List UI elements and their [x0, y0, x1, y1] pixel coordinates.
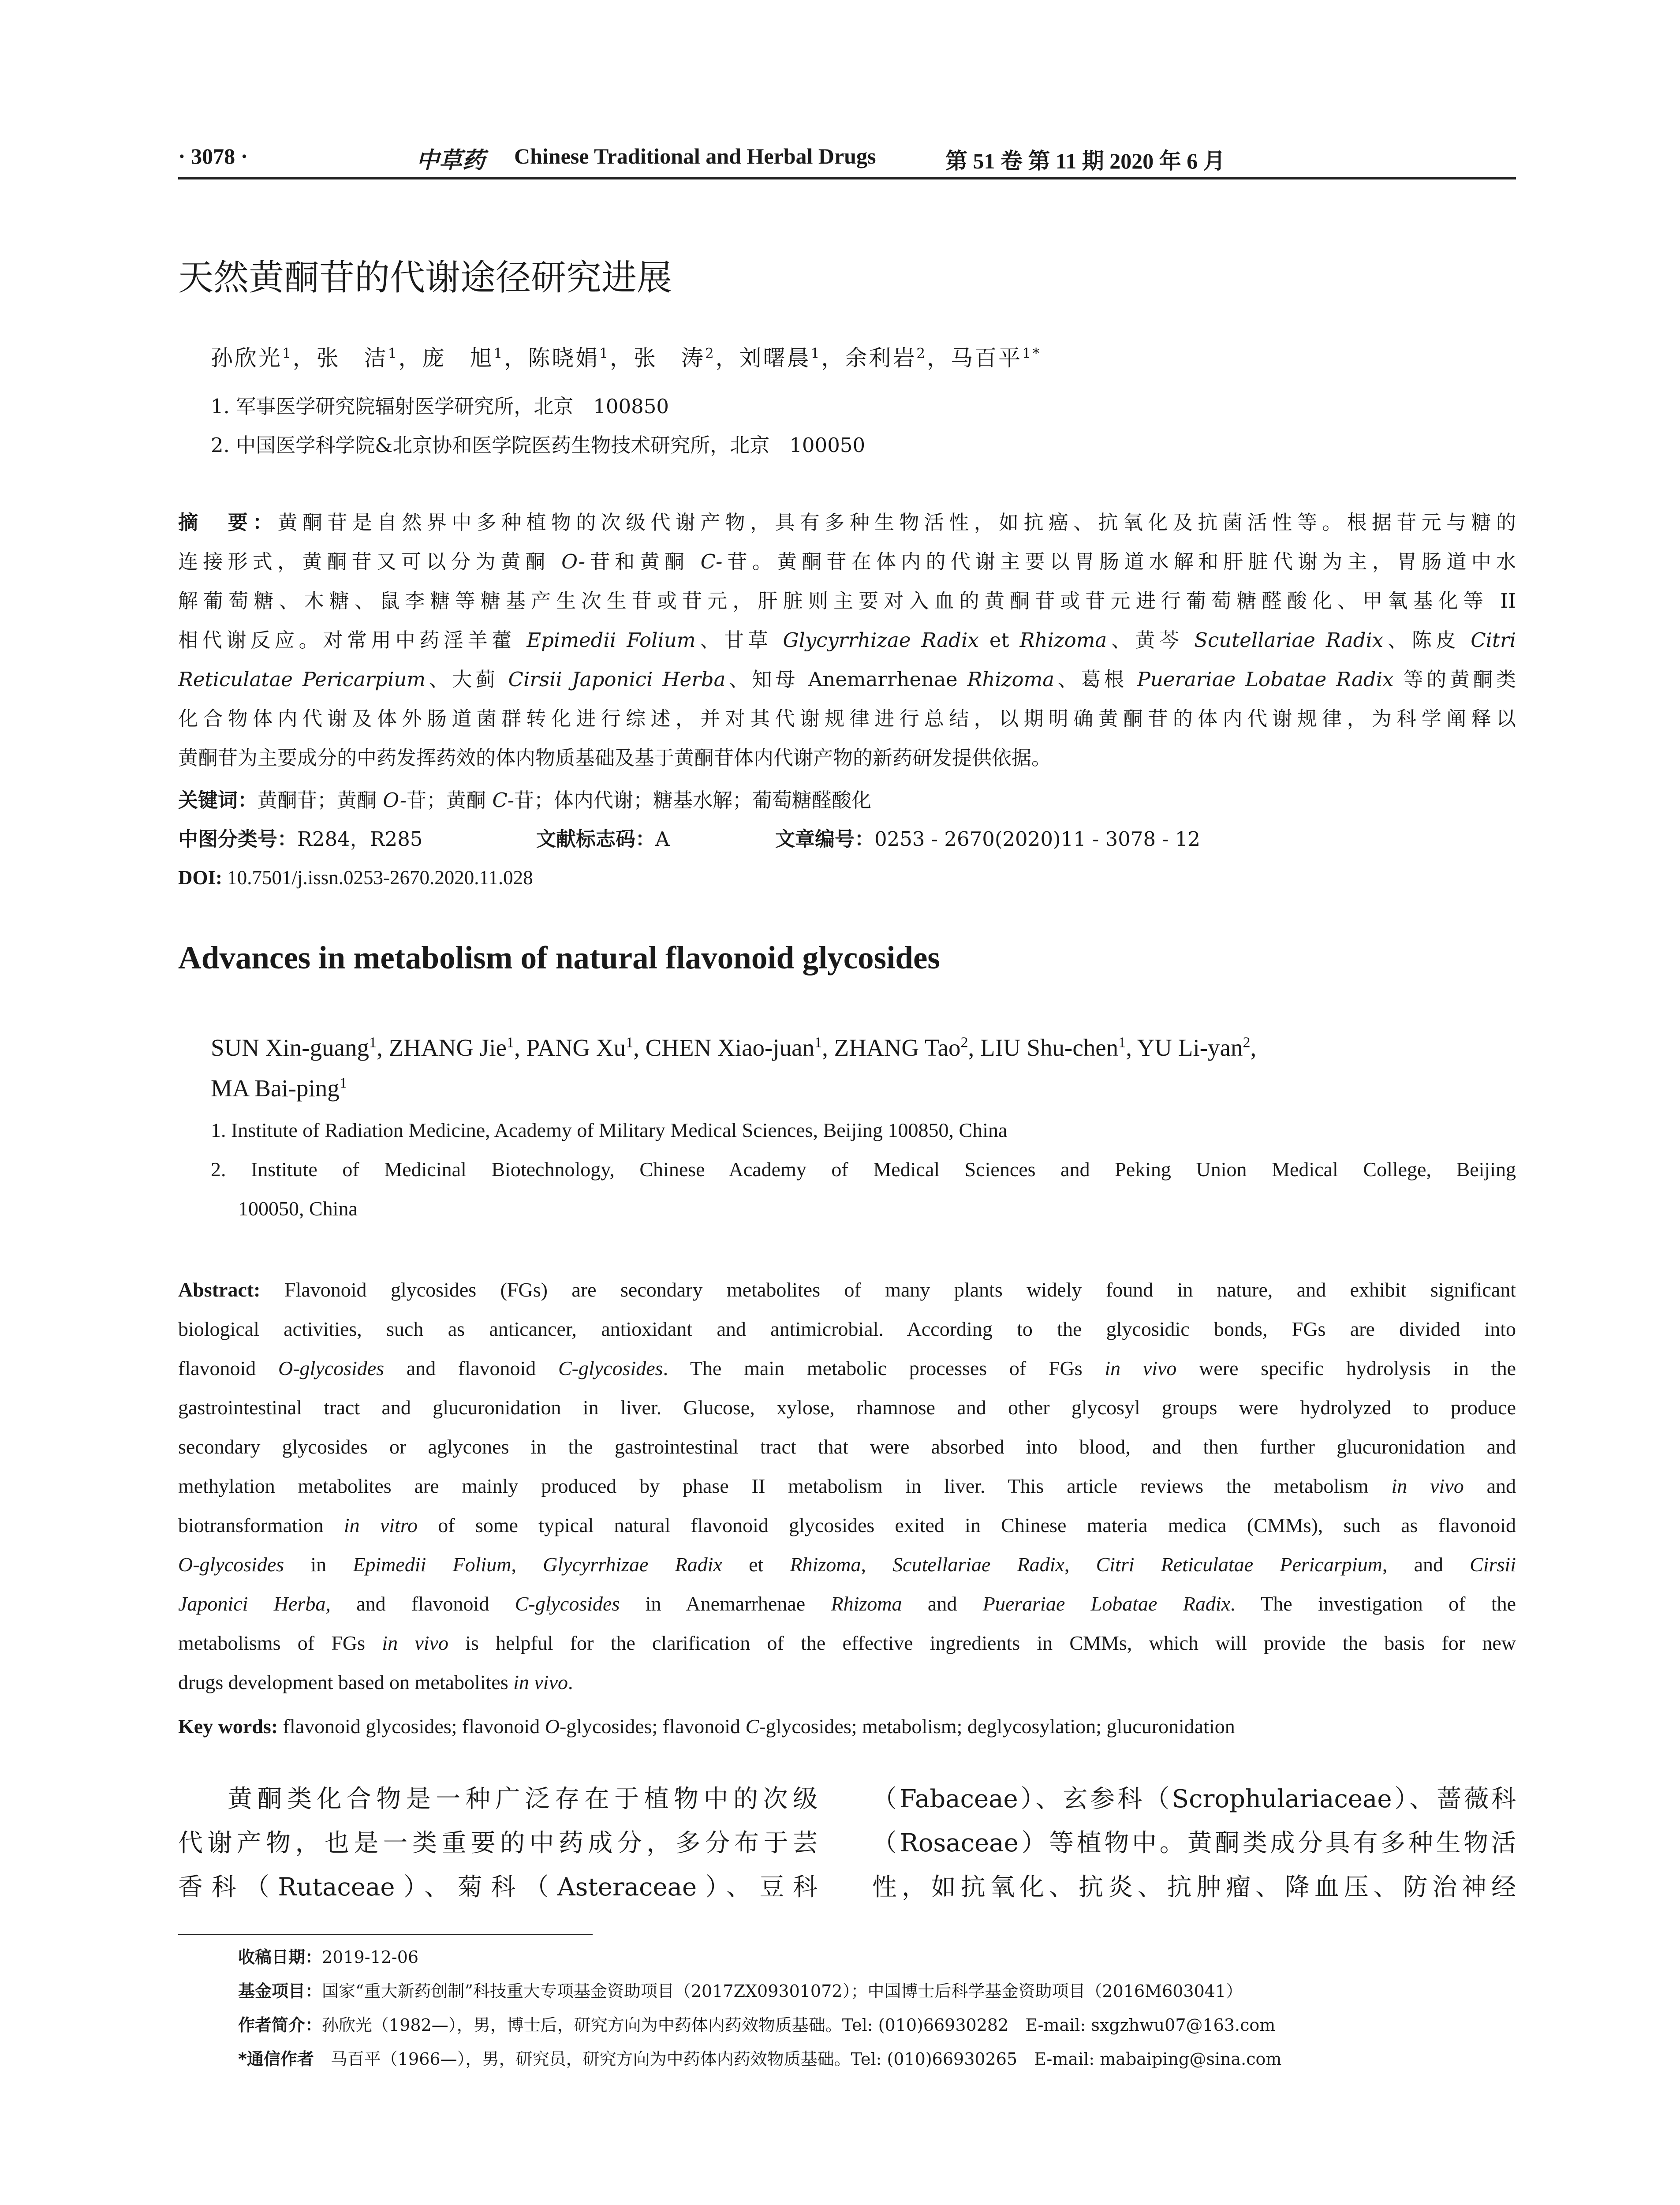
- classification-row: [178, 819, 1516, 859]
- abstract-cn: [178, 503, 1516, 777]
- author-name: 余利岩: [845, 345, 917, 371]
- body-line: （Rosaceae）等植物中。黄酮类成分具有多种生物活: [872, 1829, 1516, 1857]
- footnote-text: 孙欣光（1982—），男，博士后，研究方向为中药体内药效物质基础。Tel: (010)66930282 E-mail: sxgzhwu07@163.com: [322, 2015, 1276, 2035]
- author-affiliation-mark: 1: [388, 345, 399, 362]
- author-affiliation-mark: 1: [369, 1034, 377, 1051]
- footnote-label: 作者简介：: [238, 2015, 322, 2035]
- abstract-cn-line: 化合物体内代谢及体外肠道菌群转化进行综述，并对其代谢规律进行总结，以期明确黄酮苷的体内代谢规律，为科学阐释以: [178, 707, 1516, 730]
- doi-label: DOI:: [178, 867, 222, 889]
- page-number: · 3078 ·: [178, 144, 248, 168]
- doi-value: 10.7501/j.issn.0253-2670.2020.11.028: [227, 867, 533, 889]
- footnote-text: 2019-12-06: [322, 1947, 419, 1967]
- abstract-cn-line: 摘 要：黄酮苷是自然界中多种植物的次级代谢产物，具有多种生物活性，如抗癌、抗氧化及抗菌活性等。根据苷元与糖的: [178, 511, 1516, 534]
- running-header: [178, 139, 1519, 179]
- author-name: ZHANG Tao: [834, 1034, 961, 1061]
- author-affiliation-mark: 2: [960, 1034, 968, 1051]
- abstract-cn-line: 黄酮苷为主要成分的中药发挥药效的体内物质基础及基于黄酮苷体内代谢产物的新药研发提供依据。: [178, 746, 1052, 770]
- header-rule: [178, 177, 1516, 179]
- body-line: 性，如抗氧化、抗炎、抗肿瘤、降血压、防治神经: [872, 1873, 1516, 1902]
- author-name: YU Li-yan: [1137, 1034, 1243, 1061]
- author-affiliation-mark: 2: [1243, 1034, 1251, 1051]
- footnote-label: 基金项目：: [238, 1981, 322, 2001]
- footnote-label: *通信作者: [238, 2049, 314, 2069]
- doc-code-value: A: [655, 827, 670, 851]
- author-list-en-line: SUN Xin-guang$^1$, ZHANG Jie$^1$, PANG Xu$^1$, CHEN Xiao-juan$^1$, ZHANG Tao$^2$, LIU Shu-chen$^1$, YU Li-yan$^2$,: [211, 1034, 1257, 1061]
- author-list-en-line: [211, 1068, 1256, 1109]
- issue-info: 第 51 卷 第 11 期 2020 年 6 月: [945, 149, 1225, 173]
- body-column-right: [872, 1777, 1516, 1910]
- affiliation-en-2-cont: 100050, China: [238, 1197, 358, 1220]
- abstract-en-line: Abstract: Flavonoid glycosides (FGs) are secondary metabolites of many plants widely found in nature, and exhibit significant: [178, 1278, 1516, 1301]
- abstract-cn-line: 连接形式，黄酮苷又可以分为黄酮 O-苷和黄酮 C-苷。黄酮苷在体内的代谢主要以胃肠道水解和肝脏代谢为主，胃肠道中水: [178, 550, 1516, 573]
- abstract-label-cn: 摘 要：: [178, 511, 278, 534]
- body-line: 黄酮类化合物是一种广泛存在于植物中的次级: [228, 1785, 818, 1813]
- body-line: 代谢产物，也是一类重要的中药成分，多分布于芸: [178, 1829, 818, 1857]
- author-affiliation-mark: 1: [493, 345, 504, 362]
- body-line: 香科（Rutaceae）、菊科（Asteraceae）、豆科: [178, 1873, 818, 1902]
- article-no-value: 0253 - 2670(2020)11 - 3078 - 12: [874, 827, 1201, 851]
- footnote: [238, 2042, 1281, 2076]
- doc-code-label: 文献标志码：: [536, 827, 656, 851]
- body-column-left: [178, 1777, 818, 1910]
- journal-name-cn: 中草药: [416, 147, 485, 174]
- author-affiliation-mark: 1: [339, 1075, 347, 1091]
- abstract-en-line: O-glycosides in Epimedii Folium, Glycyrrhizae Radix et Rhizoma, Scutellariae Radix, Citri Reticulatae Pericarpium, and Cirsii: [178, 1553, 1516, 1576]
- author-affiliation-mark: 2: [705, 345, 716, 362]
- keywords-cn: [178, 781, 871, 820]
- footnote: [238, 1974, 1281, 2008]
- author-affiliation-mark: 1: [1118, 1034, 1126, 1051]
- abstract-en-line: Japonici Herba, and flavonoid C-glycosides in Anemarrhenae Rhizoma and Puerariae Lobatae Radix. The investigation of the: [178, 1592, 1516, 1615]
- affiliation-en-1: 1. Institute of Radiation Medicine, Academy of Military Medical Sciences, Beijing 100850, China: [211, 1119, 1008, 1141]
- body-line: （Fabaceae）、玄参科（Scrophulariaceae）、蔷薇科: [872, 1785, 1516, 1813]
- clc-label: 中图分类号：: [178, 827, 298, 851]
- abstract-en-line: biological activities, such as anticancer, antioxidant and antimicrobial. According to the glycosidic bonds, FGs are divided into: [178, 1318, 1516, 1340]
- footnote-label: 收稿日期：: [238, 1947, 322, 1967]
- affiliations-en: [211, 1110, 1516, 1228]
- author-list-cn: 孙欣光$^1$，张 洁$^1$，庞 旭$^1$，陈晓娟$^1$，张 涛$^2$，刘曙晨$^1$，余利岩$^2$，马百平$^{1*}$: [211, 345, 1042, 371]
- affiliation-cn-1: 1. 军事医学研究院辐射医学研究所，北京 100850: [211, 395, 669, 418]
- abstract-en-line: drugs development based on metabolites in vivo.: [178, 1671, 573, 1693]
- affiliation-cn-2: 2. 中国医学科学院&北京协和医学院医药生物技术研究所，北京 100050: [211, 434, 866, 457]
- footnotes: [238, 1940, 1281, 2076]
- footnote: [238, 1940, 1281, 1974]
- abstract-label-en: Abstract:: [178, 1278, 261, 1301]
- author-name: 马百平: [951, 345, 1023, 371]
- author-list-en: [211, 1028, 1256, 1109]
- author-affiliation-mark: 1: [599, 345, 610, 362]
- abstract-en-line: metabolisms of FGs in vivo is helpful for the clarification of the effective ingredients in CMMs, which will provide the basis for new: [178, 1632, 1516, 1654]
- author-name: MA Bai-ping: [211, 1075, 340, 1102]
- footnote-rule: [178, 1934, 593, 1935]
- author-affiliation-mark: 1: [814, 1034, 822, 1051]
- abstract-cn-line: Reticulatae Pericarpium、大蓟 Cirsii Japonici Herba、知母 Anemarrhenae Rhizoma、葛根 Puerariae Lobatae Radix 等的黄酮类: [178, 668, 1516, 691]
- keywords-en: [178, 1707, 1235, 1746]
- author-name: SUN Xin-guang: [211, 1034, 370, 1061]
- abstract-cn-line: 相代谢反应。对常用中药淫羊藿 Epimedii Folium、甘草 Glycyrrhizae Radix et Rhizoma、黄芩 Scutellariae Radix、陈皮 Citri: [178, 628, 1516, 652]
- author-name: PANG Xu: [526, 1034, 626, 1061]
- doi-line: [178, 858, 533, 897]
- keywords-label-en: Key words:: [178, 1715, 278, 1738]
- author-name: CHEN Xiao-juan: [645, 1034, 815, 1061]
- author-name: ZHANG Jie: [388, 1034, 507, 1061]
- keywords-text-cn: 黄酮苷；黄酮 O-苷；黄酮 C-苷；体内代谢；糖基水解；葡萄糖醛酸化: [258, 789, 872, 812]
- author-affiliation-mark: 1*: [1022, 345, 1042, 362]
- author-name: 张 洁: [316, 345, 388, 371]
- author-name: 庞 旭: [422, 345, 494, 371]
- author-name: 张 涛: [633, 345, 705, 371]
- author-name: 刘曙晨: [739, 345, 811, 371]
- author-affiliation-mark: 1: [626, 1034, 634, 1051]
- abstract-en-line: gastrointestinal tract and glucuronidation in liver. Glucose, xylose, rhamnose and other glycosyl groups were hydrolyzed to produce: [178, 1396, 1516, 1419]
- keywords-text-en: flavonoid glycosides; flavonoid O-glycosides; flavonoid C-glycosides; metabolism; deglycosylation; glucuronidation: [283, 1715, 1235, 1738]
- article-no-label: 文章编号：: [775, 827, 875, 851]
- keywords-label-cn: 关键词：: [178, 789, 258, 812]
- abstract-cn-line: 解葡萄糖、木糖、鼠李糖等糖基产生次生苷或苷元，肝脏则主要对入血的黄酮苷或苷元进行葡萄糖醛酸化、甲氧基化等 II: [178, 589, 1516, 613]
- abstract-en: [178, 1270, 1516, 1702]
- clc-value: R284，R285: [297, 827, 423, 851]
- paper-title-cn: 天然黄酮苷的代谢途径研究进展: [178, 257, 672, 298]
- abstract-en-line: methylation metabolites are mainly produced by phase II metabolism in liver. This article reviews the metabolism in vivo and: [178, 1475, 1516, 1497]
- author-name: 陈晓娟: [528, 345, 600, 371]
- footnote-text: 国家“重大新药创制”科技重大专项基金资助项目（2017ZX09301072）；中国博士后科学基金资助项目（2016M603041）: [322, 1981, 1243, 2001]
- author-name: LIU Shu-chen: [980, 1034, 1119, 1061]
- footnote-text: 马百平（1966—），男，研究员，研究方向为中药体内药效物质基础。Tel: (010)66930265 E-mail: mabaiping@sina.com: [314, 2049, 1282, 2069]
- author-affiliation-mark: 1: [282, 345, 293, 362]
- abstract-en-line: biotransformation in vitro of some typical natural flavonoid glycosides exited in Chinese materia medica (CMMs), such as flavonoid: [178, 1514, 1516, 1536]
- abstract-en-line: flavonoid O-glycosides and flavonoid C-glycosides. The main metabolic processes of FGs in vivo were specific hydrolysis in the: [178, 1357, 1516, 1379]
- journal-name-en: Chinese Traditional and Herbal Drugs: [514, 144, 876, 168]
- author-affiliation-mark: 1: [506, 1034, 514, 1051]
- author-affiliation-mark: 2: [916, 345, 927, 362]
- abstract-en-line: secondary glycosides or aglycones in the gastrointestinal tract that were absorbed into blood, and then further glucuronidation and: [178, 1435, 1516, 1458]
- author-name: 孙欣光: [211, 345, 282, 371]
- paper-title-en: Advances in metabolism of natural flavonoid glycosides: [178, 940, 940, 975]
- affiliation-en-2: 2. Institute of Medicinal Biotechnology, Chinese Academy of Medical Sciences and Peking Union Medical College, Beijing: [211, 1158, 1516, 1181]
- footnote: [238, 2008, 1281, 2042]
- affiliations-cn: [211, 387, 865, 465]
- author-affiliation-mark: 1: [810, 345, 821, 362]
